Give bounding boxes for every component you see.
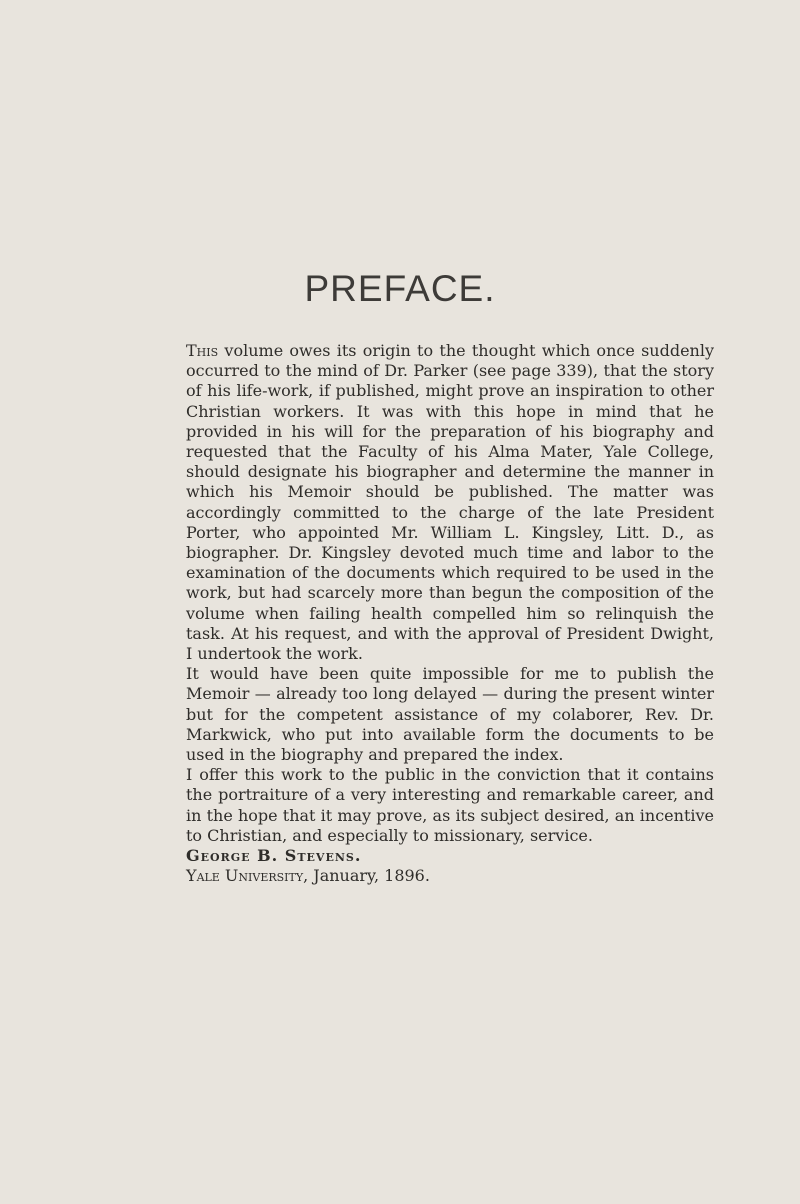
author-signature: George B. Stevens. [186, 846, 362, 866]
paragraph-1 [186, 341, 714, 664]
paragraph-1-text: volume owes its origin to the thought which once suddenly occurred to the mind of Dr. Parker (see page 339), that the story of his life-work, if published, might prove an inspiration to other Christian workers. It was with this hope in mind that he provided in his will for the preparation of his biography and requested that the Faculty of his Alma Mater, Yale College, should designate his biographer and determine the manner in which his Memoir should be published. The matter was accordingly committed to the charge of the late President Porter, who appointed Mr. William L. Kingsley, Litt. D., as biographer. Dr. Kingsley devoted much time and labor to the examination of the documents which required to be used in the work, but had scarcely more than begun the composition of the volume when failing health compelled him so relinquish the task. At his request, and with the approval of President Dwight, I undertook the work. [186, 341, 714, 664]
preface-body [186, 341, 714, 886]
paragraph-3: I offer this work to the public in the conviction that it contains the portraiture of a very interesting and remarkable career, and in the hope that it may prove, as its subject desired, an incentive to Christian, and especially to missionary, service. [186, 765, 714, 845]
page-title: PREFACE. [304, 268, 496, 309]
dateline-place: Yale University [186, 866, 304, 886]
paragraph-1-lead: This [186, 341, 219, 360]
dateline-date: , January, 1896. [303, 866, 430, 886]
paragraph-2: It would have been quite impossible for me to publish the Memoir — already too long delayed — during the present winter but for the competent assistance of my colaborer, Rev. Dr. Markwick, who put into available form the documents to be used in the biography and prepared the index. [186, 664, 714, 765]
dateline [186, 866, 714, 886]
